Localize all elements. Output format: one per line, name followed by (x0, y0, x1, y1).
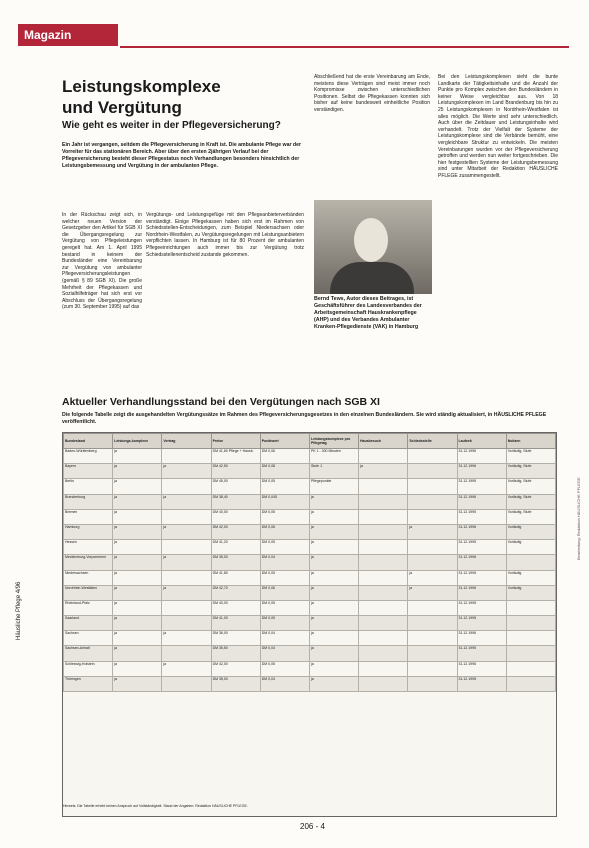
table-cell: 31.12.1995 (457, 616, 506, 631)
table-cell (506, 646, 555, 661)
table-cell: ja (113, 661, 162, 676)
table-cell: Vorläufig, Stufe (506, 479, 555, 494)
table-cell: ja (113, 449, 162, 464)
article-subtitle: Wie geht es weiter in der Pflegeversicherung? (62, 120, 281, 131)
table-header-cell: Preise (211, 434, 260, 449)
table-header-cell: Leistungskomplexe pro Pflegetag (309, 434, 358, 449)
table-cell (408, 661, 457, 676)
body-column-2: Vergütungs- und Leistungsgefüge mit den Pflegeanbieterverbänden verständigt. Einige Pflegekassen haben sich erst im Rahmen von Schiedsstellen-Entscheidungen, zum Beispiel Niedersachsen oder Nordrhein-Westfalen, zu Vergütungsregelungen mit Leistungsanbietern verpflichten lassen. In Hamburg ist für 80 Prozent der ambulanten Pflegeeinrichtungen auch immer bis zur Vergütung trotz Schiedsstellenentscheid zustande gekommen. (146, 212, 304, 258)
table-cell: 31.12.1995 (457, 676, 506, 691)
table-cell: Hamburg (64, 524, 113, 539)
table-cell: Stufe 1 (309, 464, 358, 479)
body-column-3: Abschließend hat die erste Vereinbarung am Ende, meistens diese Verträgen sind meist immer noch Kompromisse zwischen unterschiedlichen Positionen. Selbst die Pflegekassen konnten sich bisher auf keine bundesweit einheitliche Position verständigen. (314, 74, 430, 113)
table-cell (359, 494, 408, 509)
table-cell: ja (309, 540, 358, 555)
table-cell (359, 616, 408, 631)
table-cell (359, 540, 408, 555)
table-row (64, 600, 556, 615)
table-cell (359, 509, 408, 524)
table-cell: DM 0,06 (260, 449, 309, 464)
table-cell (359, 676, 408, 691)
table-cell: Schleswig-Holstein (64, 661, 113, 676)
table-cell: 31.12.1996 (457, 585, 506, 600)
table-cell: ja (162, 494, 211, 509)
table-row (64, 676, 556, 691)
table-cell: ja (113, 631, 162, 646)
table-cell: DM 38,40 (211, 494, 260, 509)
table-cell: 31.12.1995 (457, 509, 506, 524)
table-cell: ja (309, 524, 358, 539)
table-cell: DM 42,00 (211, 661, 260, 676)
table-cell: DM 45,00 (211, 479, 260, 494)
table-cell: 31.12.1995 (457, 540, 506, 555)
table-row (64, 585, 556, 600)
journal-margin-label: Häusliche Pflege 4/96 (16, 581, 22, 640)
table-cell: ja (113, 524, 162, 539)
table-cell: DM 0,05 (260, 509, 309, 524)
table-cell (506, 661, 555, 676)
table-cell (408, 631, 457, 646)
table-cell: DM 41,60 Pflege + Hausb. (211, 449, 260, 464)
table-cell (162, 646, 211, 661)
table-cell (408, 464, 457, 479)
table-cell: 31.12.1996 (457, 464, 506, 479)
table-cell: ja (113, 616, 162, 631)
table-row (64, 570, 556, 585)
table-cell (408, 646, 457, 661)
table-cell (162, 449, 211, 464)
table-cell: DM 42,70 (211, 585, 260, 600)
table-cell: ja (113, 509, 162, 524)
table-cell: Vorläufig, Stufe (506, 449, 555, 464)
table-row (64, 449, 556, 464)
table-cell: ja (162, 555, 211, 570)
table-cell (359, 479, 408, 494)
table-cell: DM 0,06 (260, 524, 309, 539)
table-cell: DM 42,50 (211, 464, 260, 479)
table-cell: DM 35,00 (211, 555, 260, 570)
table-cell: PK 1 - 300 Minuten (309, 449, 358, 464)
table-header-row (64, 434, 556, 449)
title-line-2: und Vergütung (62, 98, 182, 117)
table-cell: DM 41,20 (211, 540, 260, 555)
table-cell: ja (309, 600, 358, 615)
table-cell: Vorläufig, Stufe (506, 509, 555, 524)
table-cell: 31.12.1996 (457, 494, 506, 509)
table-cell: Vorläufig (506, 524, 555, 539)
table-cell: ja (408, 585, 457, 600)
article-lead: Ein Jahr ist vergangen, seitdem die Pflegeversicherung in Kraft ist. Die ambulante Pflege war der Vorreiter für das stationären Bereich. Aber über den ersten 2jährigen Verlauf bei der Pflegeversicherung besteht dieser Pflegestatus noch Verhandlungen besonders hinsichtlich der Leistungsbemessung und Vergütung in der ambulanten Pflege. (62, 142, 301, 169)
author-photo-face (354, 218, 388, 262)
photo-caption: Bernd Tews, Autor dieses Beitrages, ist Geschäftsführer des Landesverbandes der Arbeitsgemeinschaft Hauskrankenpflege (AHP) und des Verbandes Ambulanter Kranken-Pflegedienste (VAK) in Hamburg (314, 296, 422, 330)
table-cell: DM 0,05 (260, 540, 309, 555)
table-cell: Vorläufig (506, 570, 555, 585)
table-cell: ja (309, 676, 358, 691)
table-row (64, 555, 556, 570)
table-cell (408, 540, 457, 555)
table-cell: 31.12.1996 (457, 449, 506, 464)
table-cell (359, 570, 408, 585)
table-cell: DM 41,00 (211, 616, 260, 631)
table-cell: Brandenburg (64, 494, 113, 509)
table-row (64, 631, 556, 646)
table-cell: ja (113, 676, 162, 691)
table-cell: DM 0,04 (260, 631, 309, 646)
table-cell: DM 0,04 (260, 555, 309, 570)
table-cell (408, 676, 457, 691)
table-cell: Bremen (64, 509, 113, 524)
table-cell (408, 509, 457, 524)
table-cell (408, 600, 457, 615)
table-cell: ja (408, 570, 457, 585)
verguetung-table (62, 432, 557, 817)
table-cell: DM 0,05 (260, 600, 309, 615)
table-cell (506, 555, 555, 570)
table-cell: Saarland (64, 616, 113, 631)
table-cell: 31.12.1996 (457, 524, 506, 539)
table-cell: Rheinland-Pfalz (64, 600, 113, 615)
data-table (63, 433, 556, 692)
table-header-cell: Notizen (506, 434, 555, 449)
table-header-cell: Bundesland (64, 434, 113, 449)
section-title: Aktueller Verhandlungsstand bei den Vergütungen nach SGB XI (62, 396, 380, 408)
article-title (62, 76, 302, 118)
table-cell: DM 0,04 (260, 676, 309, 691)
table-cell (162, 616, 211, 631)
table-cell (162, 570, 211, 585)
body-column-4: Bei den Leistungskomplexen sieht die bunte Landkarte der Tätigkeitsinhalte und die Anzahl der Punkte pro Komplex zwischen den Bundesländern in keiner Weise vergleichbar aus. Von 18 Leistungskomplexen im Land Brandenburg bis hin zu 25 Leistungskomplexen in Nordrhein-Westfalen ist alles möglich. Die Werte sind sehr unterschiedlich. Auch über die Zeitdauer und Leistungsinhalte wird verhandelt. Trotz der Vielfalt der Systeme der Leistungskomplexe sind die Verbände bemüht, eine vergleichbare Struktur zu entwickeln. Die meisten Vereinbarungen wurden vor der Pflegeversicherung getroffen und werden nun weiter fortgeschrieben. Die hier festgestellten Systeme der Leistungsbemessung sind unter Mitarbeit der Redaktion HÄUSLICHE PFLEGE zusammengestellt. (438, 74, 558, 179)
table-cell (359, 555, 408, 570)
body-column-1: In der Rückschau zeigt sich, in welcher neuen Version der Gesetzgeber den Artikel für SGB XI die Übergangsregelung zur Vergütung von Pflegeleistungen geregelt hat. Am 1. April 1995 bestand in keinem der Bundesländer eine Vereinbarung zur Vergütung von ambulanter Pflegeversicherungsleistungen (gemäß § 89 SGB XI). Die große Mehrheit der Pflegekassen und Sozialhilfeträger hat sich erst vor Abschluss der Übergangsregelung (zum 30. September 1995) auf das (62, 212, 142, 311)
table-cell: ja (113, 464, 162, 479)
table-cell: DM 0,05 (260, 479, 309, 494)
table-cell: ja (309, 509, 358, 524)
table-cell: DM 0,05 (260, 570, 309, 585)
section-tag: Magazin (18, 24, 118, 46)
table-cell: Bayern (64, 464, 113, 479)
table-footnote: Hinweis: Die Tabelle erhebt keinen Anspruch auf Vollständigkeit. Stand der Angaben: Redaktion HÄUSLICHE PFLEGE. (63, 804, 248, 808)
table-header-cell: Hausbesuch (359, 434, 408, 449)
table-cell: 31.12.1996 (457, 631, 506, 646)
table-cell (162, 676, 211, 691)
table-cell: Sachsen (64, 631, 113, 646)
table-cell: ja (113, 570, 162, 585)
table-cell: ja (309, 585, 358, 600)
table-cell: ja (113, 585, 162, 600)
table-header-cell: Vertrag (162, 434, 211, 449)
table-row (64, 464, 556, 479)
table-cell: Hessen (64, 540, 113, 555)
table-cell: Sachsen-Anhalt (64, 646, 113, 661)
table-cell (359, 646, 408, 661)
table-cell: DM 0,06 (260, 585, 309, 600)
table-cell: DM 40,00 (211, 509, 260, 524)
table-cell: ja (309, 631, 358, 646)
table-cell: ja (359, 464, 408, 479)
table-cell: ja (113, 540, 162, 555)
table-cell: ja (162, 585, 211, 600)
table-cell: Niedersachsen (64, 570, 113, 585)
table-cell (359, 661, 408, 676)
table-cell: ja (113, 479, 162, 494)
table-cell: 31.12.1996 (457, 661, 506, 676)
table-row (64, 616, 556, 631)
table-cell (162, 600, 211, 615)
table-row (64, 494, 556, 509)
table-row (64, 479, 556, 494)
table-cell: Berlin (64, 479, 113, 494)
table-cell (162, 509, 211, 524)
table-cell: DM 42,00 (211, 524, 260, 539)
table-cell: DM 0,045 (260, 494, 309, 509)
table-row (64, 661, 556, 676)
table-cell (359, 600, 408, 615)
table-cell: 31.12.1996 (457, 555, 506, 570)
table-cell: ja (162, 661, 211, 676)
table-cell: DM 35,00 (211, 676, 260, 691)
table-cell (359, 449, 408, 464)
table-cell: ja (309, 646, 358, 661)
table-cell: 31.12.1995 (457, 646, 506, 661)
table-cell: ja (162, 524, 211, 539)
table-cell: DM 0,05 (260, 616, 309, 631)
title-line-1: Leistungskomplexe (62, 77, 221, 96)
table-cell: DM 0,05 (260, 661, 309, 676)
table-cell: ja (309, 570, 358, 585)
table-header-cell: Leistungs-komplexe (113, 434, 162, 449)
table-cell: ja (162, 631, 211, 646)
table-cell (359, 631, 408, 646)
table-cell (359, 585, 408, 600)
table-cell: ja (408, 524, 457, 539)
table-cell (408, 555, 457, 570)
table-cell: DM 0,04 (260, 646, 309, 661)
author-photo-suit (330, 262, 414, 294)
table-cell (162, 479, 211, 494)
table-cell (506, 616, 555, 631)
table-cell: Pflegepunkte (309, 479, 358, 494)
table-cell: Vorläufig, Stufe (506, 494, 555, 509)
table-cell: ja (162, 464, 211, 479)
table-row (64, 509, 556, 524)
table-row (64, 646, 556, 661)
table-cell: ja (113, 555, 162, 570)
table-cell: DM 0,08 (260, 464, 309, 479)
table-cell (506, 676, 555, 691)
table-cell: Baden-Württemberg (64, 449, 113, 464)
table-body (64, 449, 556, 692)
table-cell: ja (309, 494, 358, 509)
table-cell: Thüringen (64, 676, 113, 691)
table-cell (359, 524, 408, 539)
table-cell: DM 40,00 (211, 600, 260, 615)
table-cell (408, 449, 457, 464)
table-cell: ja (113, 600, 162, 615)
table-cell (162, 540, 211, 555)
page-number: 206 - 4 (300, 822, 325, 831)
table-cell: Nordrhein-Westfalen (64, 585, 113, 600)
table-cell: ja (309, 616, 358, 631)
table-cell: ja (113, 494, 162, 509)
table-cell (408, 616, 457, 631)
table-cell (408, 494, 457, 509)
table-cell: Vorläufig (506, 540, 555, 555)
table-cell: 31.12.1995 (457, 479, 506, 494)
table-cell: DM 35,50 (211, 646, 260, 661)
table-cell: DM 41,80 (211, 570, 260, 585)
table-cell: ja (309, 661, 358, 676)
table-cell (506, 600, 555, 615)
table-header-cell: Schiedsstelle (408, 434, 457, 449)
table-cell (408, 479, 457, 494)
table-cell: ja (113, 646, 162, 661)
table-header-cell: Punktwert (260, 434, 309, 449)
table-header-cell: Laufzeit (457, 434, 506, 449)
table-credit: Bearbeitung: Redaktion HÄUSLICHE PFLEGE (576, 477, 581, 560)
table-cell: Vorläufig, Stufe (506, 464, 555, 479)
table-row (64, 540, 556, 555)
table-cell: ja (309, 555, 358, 570)
table-row (64, 524, 556, 539)
table-cell: Mecklenburg-Vorpommern (64, 555, 113, 570)
header-rule (120, 46, 569, 48)
table-cell: DM 36,00 (211, 631, 260, 646)
table-cell (506, 631, 555, 646)
table-cell: Vorläufig (506, 585, 555, 600)
table-cell: 31.12.1995 (457, 570, 506, 585)
table-cell: 31.12.1995 (457, 600, 506, 615)
section-intro: Die folgende Tabelle zeigt die ausgehandelten Vergütungssätze im Rahmen des Pflegeversicherungsgesetzes in den einzelnen Bundesländern. Sie wird ständig aktualisiert, in HÄUSLICHE PFLEGE veröffentlicht. (62, 412, 547, 425)
